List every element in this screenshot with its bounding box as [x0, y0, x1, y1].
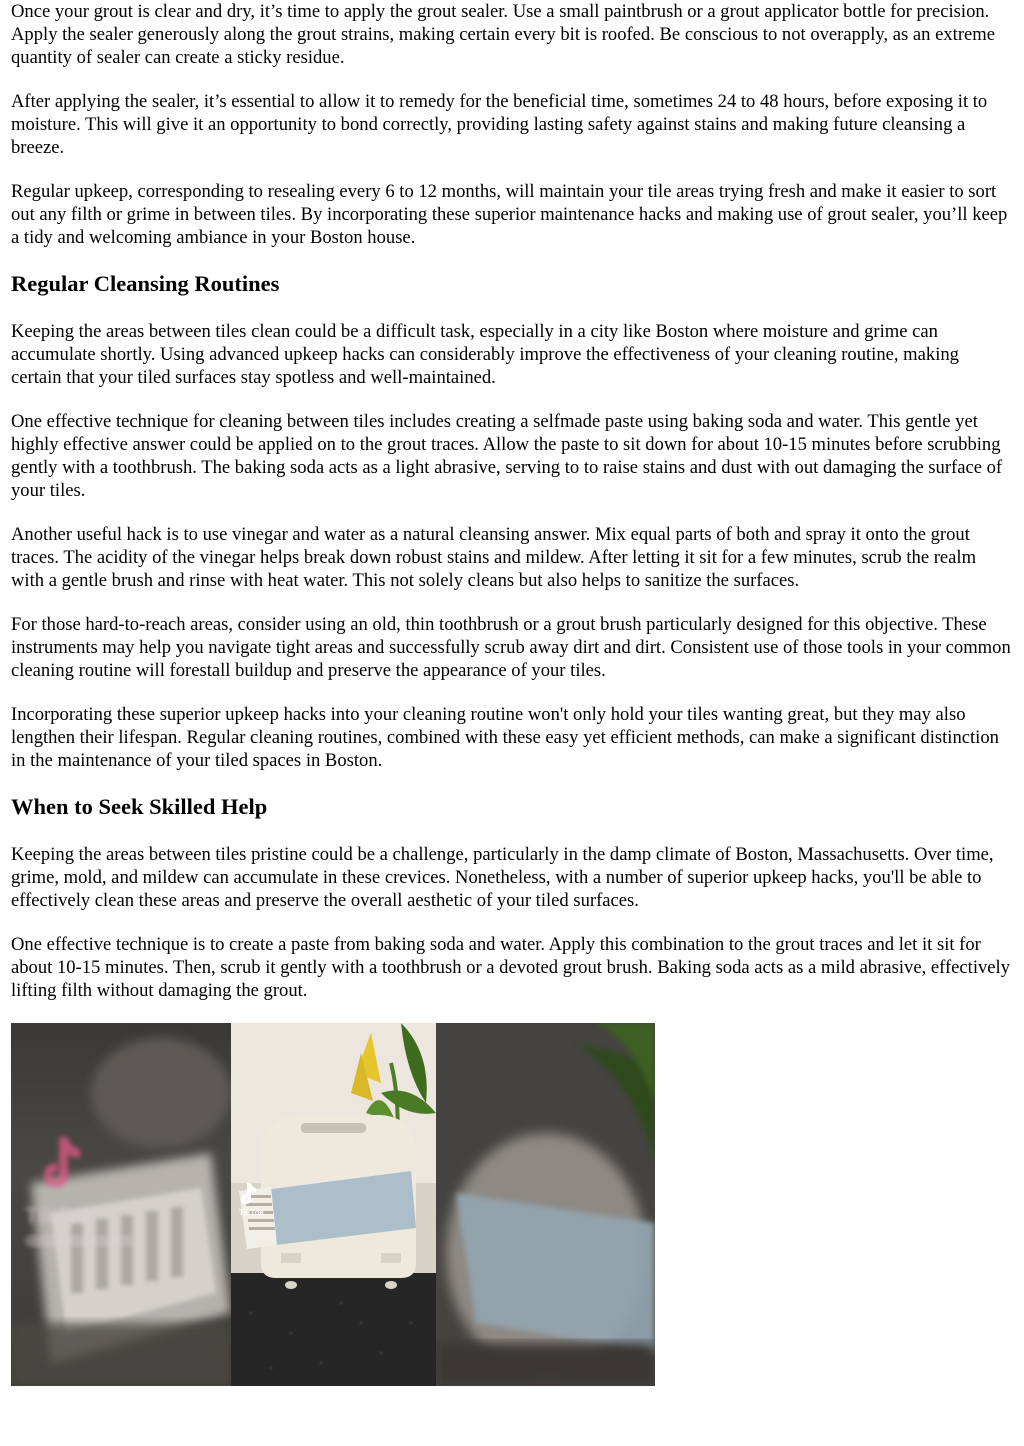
image-panel-right: [436, 1023, 655, 1386]
toaster-illustration: [231, 1023, 436, 1386]
paragraph: Incorporating these superior upkeep hacks into your cleaning routine won't only hold your tiles wanting great, but they may also lengthen their lifespan. Regular cleaning routines, combined with these easy yet efficient methods, can make a significant distinction in the maintenance of your tiled spaces in Boston.: [11, 704, 999, 771]
paragraph: For those hard-to-reach areas, consider using an old, thin toothbrush or a grout brush particularly designed for this objective. These instruments may help you navigate tight areas and successfully scrub away dirt and dirt. Consistent use of those tools in your common cleaning routine will forestall buildup and preserve the appearance of your tiles.: [11, 614, 1011, 681]
paragraph: Keeping the areas between tiles clean could be a difficult task, especially in a city like Boston where moisture and grime can accumulate shortly. Using advanced upkeep hacks can considerably improve the effectiveness of your cleaning routine, making certain that your tiled surfaces stay spotless and well-maintained.: [11, 321, 959, 388]
paragraph: After applying the sealer, it’s essential to allow it to remedy for the beneficial time, sometimes 24 to 48 hours, before exposing it to moisture. This will give it an opportunity to bond correctly, providing lasting safety against stains and making future cleansing a breeze.: [11, 91, 988, 158]
article-image: [11, 1023, 655, 1386]
paragraph: Keeping the areas between tiles pristine could be a challenge, particularly in the damp climate of Boston, Massachusetts. Over time, grime, mold, and mildew can accumulate in these crevices. Nonetheless, with a number of superior upkeep hacks, you'll be able to effectively clean these areas and preserve the overall aesthetic of your tiled surfaces.: [11, 844, 994, 911]
paragraph: Once your grout is clear and dry, it’s time to apply the grout sealer. Use a small paintbrush or a grout applicator bottle for precision. Apply the sealer generously along the grout strains, making certain every bit is roofed. Be conscious to not overapply, as an extreme quantity of sealer can create a sticky residue.: [11, 1, 995, 68]
watermark-left: TikTok: [25, 1203, 94, 1228]
section-heading: When to Seek Skilled Help: [11, 794, 268, 819]
blurred-tray-illustration: [11, 1023, 231, 1386]
watermark-middle: TikTok: [239, 1208, 265, 1217]
image-panel-left: [11, 1023, 231, 1386]
paragraph: Regular upkeep, corresponding to resealing every 6 to 12 months, will maintain your tile areas trying fresh and make it easier to sort out any filth or grime in between tiles. By incorporating these superior maintenance hacks and making use of grout sealer, you’ll keep a tidy and welcoming ambiance in your Boston house.: [11, 181, 1008, 248]
paragraph: Another useful hack is to use vinegar and water as a natural cleansing answer. Mix equal parts of both and spray it onto the grout traces. The acidity of the vinegar helps break down robust stains and mildew. After letting it sit for a few minutes, scrub the realm with a gentle brush and rinse with heat water. This not solely cleans but also helps to sanitize the surfaces.: [11, 524, 977, 591]
article-body: [11, 0, 1013, 1386]
blurred-tray-closeup: [436, 1023, 655, 1386]
section-heading: Regular Cleansing Routines: [11, 271, 280, 296]
paragraph: One effective technique for cleaning between tiles includes creating a selfmade paste using baking soda and water. This gentle yet highly effective answer could be applied on to the grout traces. Allow the paste to sit down for about 10-15 minutes before scrubbing gently with a toothbrush. The baking soda acts as a light abrasive, serving to to raise stains and dust with out damaging the surface of your tiles.: [11, 411, 1003, 501]
paragraph: One effective technique is to create a paste from baking soda and water. Apply this combination to the grout traces and let it sit for about 10-15 minutes. Then, scrub it gently with a toothbrush or a devoted grout brush. Baking soda acts as a mild abrasive, effectively lifting filth without damaging the grout.: [11, 934, 1011, 1001]
image-panel-middle: [231, 1023, 436, 1386]
